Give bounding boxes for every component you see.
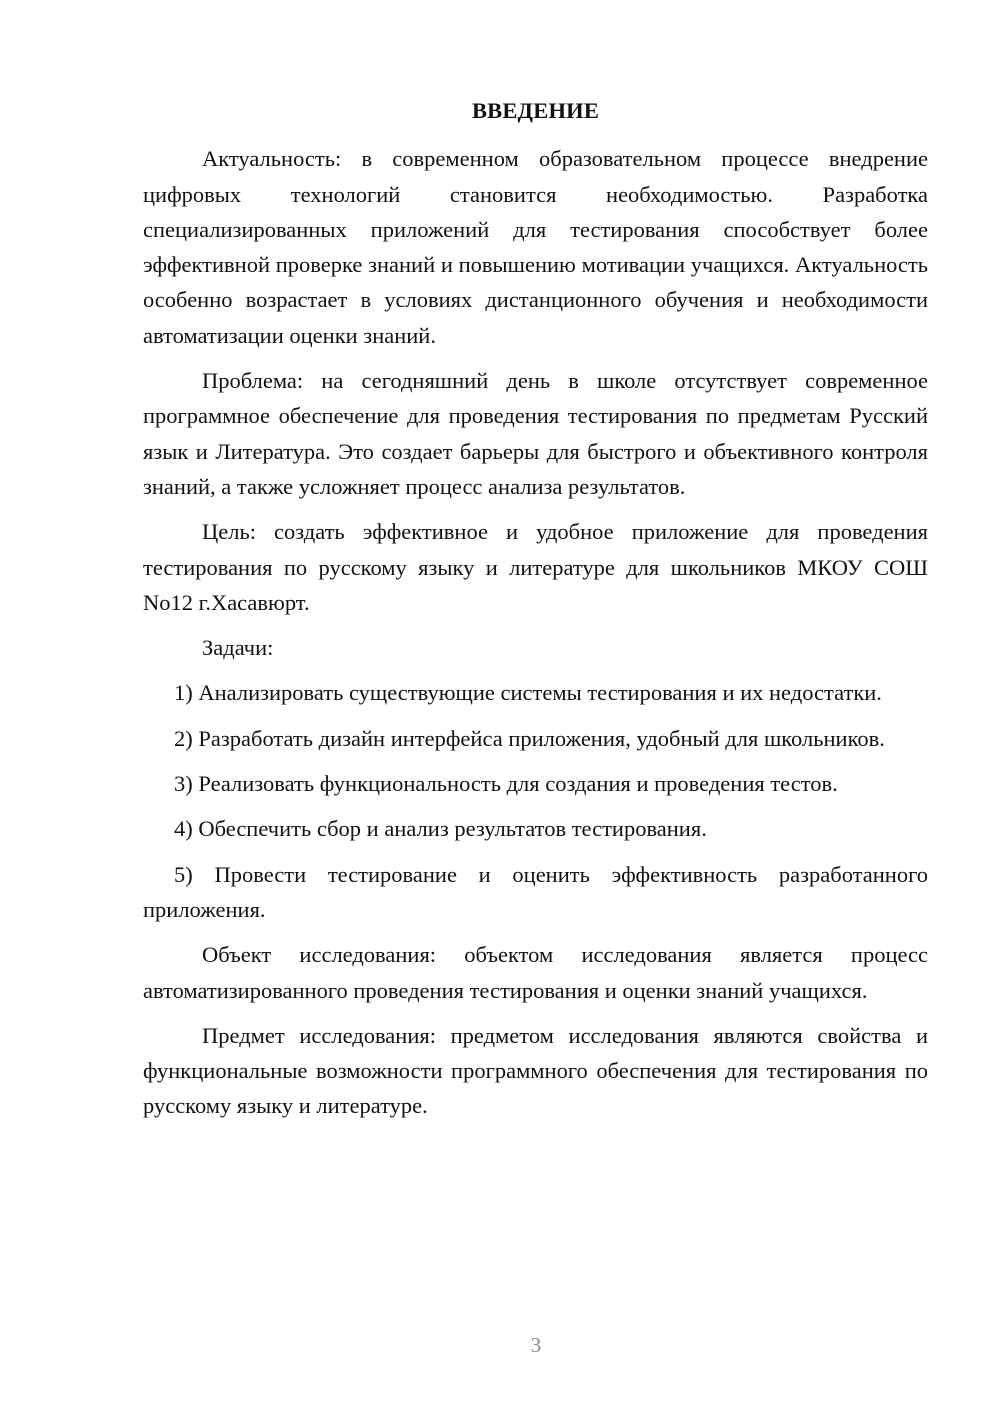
task-item-3: 3) Реализовать функциональность для создания и проведения тестов. xyxy=(174,771,838,797)
task-item-5: 5) Провести тестирование и оценить эффективность разработанного приложения. xyxy=(143,861,928,922)
paragraph-object: Объект исследования: объектом исследования является процесс автоматизированного проведения тестирования и оценки знаний учащихся. xyxy=(143,942,928,1003)
task-item-1: 1) Анализировать существующие системы тестирования и их недостатки. xyxy=(174,680,882,706)
task-item-2: 2) Разработать дизайн интерфейса приложения, удобный для школьников. xyxy=(174,725,885,751)
paragraph-subject: Предмет исследования: предметом исследования являются свойства и функциональные возможности программного обеспечения для тестирования по русскому языку и литературе. xyxy=(143,1022,928,1119)
page-content xyxy=(143,93,928,1134)
paragraph-goal: Цель: создать эффективное и удобное приложение для проведения тестирования по русскому языку и литературе для школьников МКОУ СОШ No12 г.Хасавюрт. xyxy=(143,519,928,615)
section-heading: ВВЕДЕНИЕ xyxy=(471,98,600,123)
task-item-4: 4) Обеспечить сбор и анализ результатов тестирования. xyxy=(174,816,707,842)
paragraph-problem: Проблема: на сегодняшний день в школе отсутствует современное программное обеспечение для проведения тестирования по предметам Русский язык и Литература. Это создает барьеры для быстрого и объективного контроля знаний, а также усложняет процесс анализа результатов. xyxy=(143,368,928,499)
paragraph-tasks-intro: Задачи: xyxy=(202,635,274,661)
paragraph-relevance: Актуальность: в современном образовательном процессе внедрение цифровых технологий становится необходимостью. Разработка специализированных приложений для тестирования способствует более эффективной проверке знаний и повышению мотивации учащихся. Актуальность особенно возрастает в условиях дистанционного обучения и необходимости автоматизации оценки знаний. xyxy=(143,146,928,348)
page-number: 3 xyxy=(530,1333,542,1357)
